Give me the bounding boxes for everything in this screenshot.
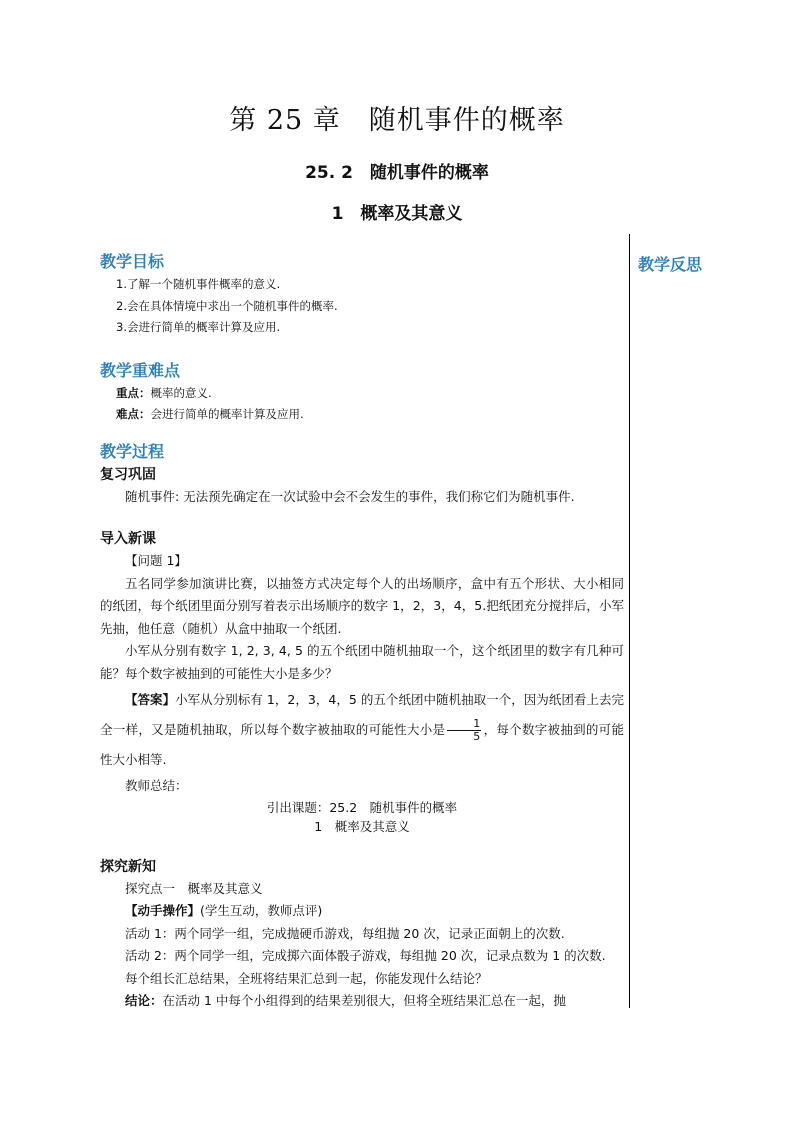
activity-1: 活动 1：两个同学一组，完成抛硬币游戏，每组抛 20 次，记录正面朝上的次数. xyxy=(125,925,565,941)
answer-label: 【答案】 xyxy=(125,692,176,707)
chapter-title: 第 25 章 随机事件的概率 xyxy=(229,105,565,136)
answer-text-before: 小军从分别标有 1，2，3，4，5 的五个纸团中随机抽取一个，因为纸团看上去完全一样，又是随机抽取，所以每个数字被抽取的可能性大小是 xyxy=(100,692,624,737)
difficulty-label: 难点： xyxy=(116,407,151,421)
lead-line-1: 引出课题：25.2 随机事件的概率 xyxy=(266,799,458,815)
operation-label: 【动手操作】 xyxy=(125,903,201,918)
question-label: 【问题 1】 xyxy=(125,553,187,568)
process-heading: 教学过程 xyxy=(100,441,165,461)
subsection-title: 1 概率及其意义 xyxy=(331,204,463,224)
teacher-summary: 教师总结： xyxy=(125,778,188,793)
main-column xyxy=(100,250,624,1013)
lead-line-2: 1 概率及其意义 xyxy=(314,818,410,834)
explore-heading: 探究新知 xyxy=(100,858,156,875)
difficulty-line xyxy=(100,404,624,426)
goal-item: 2.会在具体情境中求出一个随机事件的概率. xyxy=(116,298,338,313)
activity-2: 活动 2：两个同学一组，完成掷六面体骰子游戏，每组抛 20 次，记录点数为 1 的次数. xyxy=(125,948,606,963)
goal-item: 1.了解一个随机事件概率的意义. xyxy=(116,277,281,291)
fraction xyxy=(447,718,481,743)
goal-item: 3.会进行简单的概率计算及应用. xyxy=(116,320,281,334)
review-heading: 复习巩固 xyxy=(100,466,156,483)
operation-text: (学生互动，教师点评) xyxy=(200,903,323,918)
conclusion-text: 在活动 1 中每个小组得到的结果差别很大，但将全班结果汇总在一起，抛 xyxy=(162,993,566,1008)
intro-heading: 导入新课 xyxy=(100,531,156,547)
section-title: 25. 2 随机事件的概率 xyxy=(305,163,489,183)
goals-heading: 教学目标 xyxy=(100,252,165,271)
reflection-heading: 教学反思 xyxy=(638,255,703,274)
answer-paragraph xyxy=(100,685,624,775)
question-paragraph-2: 小军从分别有数字 1, 2, 3, 4, 5 的五个纸团中随机抽取一个，这个纸团里的数字有几种可能？每个数字被抽到的可能性大小是多少？ xyxy=(100,643,624,681)
column-divider xyxy=(629,234,630,1008)
summary-question: 每个组长汇总结果，全班将结果汇总到一起，你能发现什么结论？ xyxy=(125,970,488,986)
focus-label: 重点： xyxy=(116,385,151,400)
conclusion-label: 结论： xyxy=(125,993,163,1008)
review-text: 随机事件: 无法预先确定在一次试验中会不会发生的事件，我们称它们为随机事件. xyxy=(125,488,575,504)
conclusion-line xyxy=(100,990,624,1013)
operation-line xyxy=(100,900,624,923)
difficulty-text: 会进行简单的概率计算及应用. xyxy=(150,407,304,421)
question-paragraph-1: 五名同学参加演讲比赛，以抽签方式决定每个人的出场顺序，盒中有五个形状、大小相同的纸团，每个纸团里面分别写着表示出场顺序的数字 1，2，3，4，5.把纸团充分搅拌后，小军先抽，他任意（随机）从盒中抽取一个纸团. xyxy=(100,575,624,636)
fraction-numerator: 1 xyxy=(447,718,481,731)
focus-line xyxy=(100,383,624,405)
fraction-denominator: 5 xyxy=(473,730,481,743)
key-points-heading: 教学重难点 xyxy=(100,360,181,380)
answer-text-after: ，每个数字被抽到的可能性大小相等. xyxy=(100,722,624,767)
explore-point: 探究点一 概率及其意义 xyxy=(125,880,263,896)
focus-text: 概率的意义. xyxy=(150,385,212,400)
